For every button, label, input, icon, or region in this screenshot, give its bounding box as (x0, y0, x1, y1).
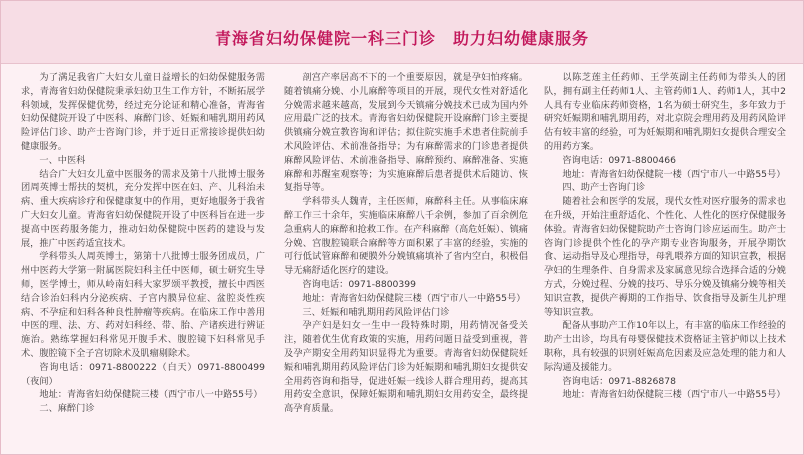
anesthesia-paragraph: 剖宫产率居高不下的一个重要原因，就是孕妇怕疼痛。随着镇痛分娩、小儿麻醉等项目的开展，现代女性对舒适化分娩需求越来越高，发展到今天镇痛分娩技术已成为国内外应用最广泛的技术。青海省妇幼保健院开设麻醉门诊主要提供镇痛分娩宣教咨询和评估；拟住院实施手术患者住院前手术风险评估、术前准备指导；为有麻醉需求的门诊患者提供麻醉风险评估、术前准备指导、麻醉预约、麻醉准备、实施麻醉和苏醒室观察等；为实施麻醉后患者提供术后随访、恢复指导等。 (284, 72, 528, 194)
midwife-paragraph: 随着社会和医学的发展，现代女性对医疗服务的需求也在升级，开始注重舒适化、个性化、人性化的医疗保健服务体验。青海省妇幼保健院助产士咨询门诊应运而生。助产士咨询门诊提供个性化的孕产期专业咨询服务，开展孕期饮食、运动指导及心理指导，母乳喂养方面的知识宣教，根据孕妇的生理条件、自身需求及家属意见综合选择合适的分娩方式，分娩过程、分娩的技巧、导乐分娩及镇痛分娩等相关知识宣教，提供产褥期的工作指导、饮食指导及新生儿护理等知识宣教。 (544, 196, 786, 318)
midwife-phone: 咨询电话：0971-8826878 (562, 375, 676, 387)
section-heading-midwife: 四、助产士咨询门诊 (562, 182, 646, 194)
section-heading-tcm: 一、中医科 (39, 154, 86, 166)
anesthesia-leader-paragraph: 学科带头人魏青，主任医师，麻醉科主任。从事临床麻醉工作三十余年，实施临床麻醉八千余例，参加了百余例危急重病人的麻醉和抢救工作。在产科麻醉（高危妊娠）、镇痛分娩、宫腹腔镜联合麻醉等方面积累了丰富的经验，实施的可行低试管麻醉和硬膜外分娩镇痛填补了省内空白，积极倡导无痛舒适化医疗的建设。 (284, 196, 528, 277)
intro-paragraph: 为了满足我省广大妇女儿童日益增长的妇幼保健服务需求，青海省妇幼保健院秉承妇幼卫生工作方针，不断拓展学科领域，发挥保健优势，经过充分论证和精心准备，青海省妇幼保健院开设了中医科、麻醉门诊、妊娠和哺乳期用药风险评估门诊、助产士咨询门诊，并于近日正常接诊提供妇幼健康服务。 (21, 72, 265, 152)
medication-team-paragraph: 以陈芝莲主任药师、王学英副主任药师为带头人的团队，拥有副主任药师1人、主管药师1人、药师1人，其中2人具有专业临床药师资格，1名为硕士研究生，多年致力于研究妊娠期和哺乳期用药，对北京院会理用药及用药风险评估有较丰富的经验，可为妊娠期和哺乳期妇女提供合理安全的用药方案。 (544, 72, 786, 152)
column-2 (284, 71, 528, 451)
anesthesia-address: 地址：青海省妇幼保健院三楼（西宁市八一中路55号） (302, 292, 526, 304)
section-heading-medication: 三、妊娠和哺乳期用药风险评估门诊 (302, 306, 450, 318)
column-1 (21, 71, 265, 451)
medication-phone: 咨询电话：0971-8800466 (562, 154, 676, 166)
tcm-phone: 咨询电话：0971-8800222（白天）0971-8800499（夜间） (21, 361, 265, 387)
tcm-address: 地址：青海省妇幼保健院三楼（西宁市八一中路55号） (39, 389, 263, 401)
anesthesia-phone: 咨询电话：0971-8800399 (302, 278, 416, 290)
medication-address: 地址：青海省妇幼保健院一楼（西宁市八一中路55号） (562, 168, 786, 180)
column-3 (544, 71, 786, 451)
midwife-staff-paragraph: 配备从事助产工作10年以上，有丰富的临床工作经验的助产士出诊，均具有母婴保健技术资格证主管护师以上技术职称，具有较强的识别妊娠高危因素及应急处理的能力和人际沟通及援能力。 (544, 320, 786, 373)
medication-paragraph: 孕产妇是妇女一生中一段特殊时期，用药情况备受关注，随着优生优育政策的实施，用药问题日益受到重视，普及孕产期安全用药知识显得尤为重要。青海省妇幼保健院妊娠和哺乳期用药风险评估门诊为妊娠期和哺乳期妇女提供安全用药咨询和指导，促进妊娠一线诊人群合理用药，提高其用药安全意识，保障妊娠期和哺乳期妇女用药安全，最终提高孕育质量。 (284, 320, 528, 415)
article-title: 青海省妇幼保健院一科三门诊 助力妇幼健康服务 (214, 29, 589, 48)
midwife-address: 地址：青海省妇幼保健院三楼（西宁市八一中路55号） (562, 389, 786, 401)
tcm-paragraph: 结合广大妇女儿童中医服务的需求及第十八批博士服务团周英博士帮扶的契机，充分发挥中医在妇、产、儿科治未病、重大疾病诊疗和保健康复中的作用，更好地服务于我省广大妇女儿童。青海省妇幼保健院开设了中医科旨在进一步提高中医药服务能力，推动妇幼保健院中医药的建设与发展，推广中医药适宜技术。 (21, 168, 265, 249)
section-heading-anesthesia: 二、麻醉门诊 (39, 403, 95, 415)
title-banner (1, 1, 803, 64)
tcm-leader-paragraph: 学科带头人周英博士，第第十八批博士服务团成员，广州中医药大学第一附属医院妇科主任中医师，硕士研究生导师，医学博士，师从岭南妇科大家罗颂平教授，擅长中西医结合诊治妇科内分泌疾病、子宫内膜异位症、盆腔炎性疾病、不孕症和妇科各种良性肿瘤等疾病。在临床工作中善用中医的理、法、方、药对妇科经、带、胎、产诸疾进行辨证施治。熟练掌握妇科常见开腹手术、腹腔镜下妇科常见手术、腹腔镜下全子宫切除术及肌瘤剔除术。 (21, 251, 265, 359)
